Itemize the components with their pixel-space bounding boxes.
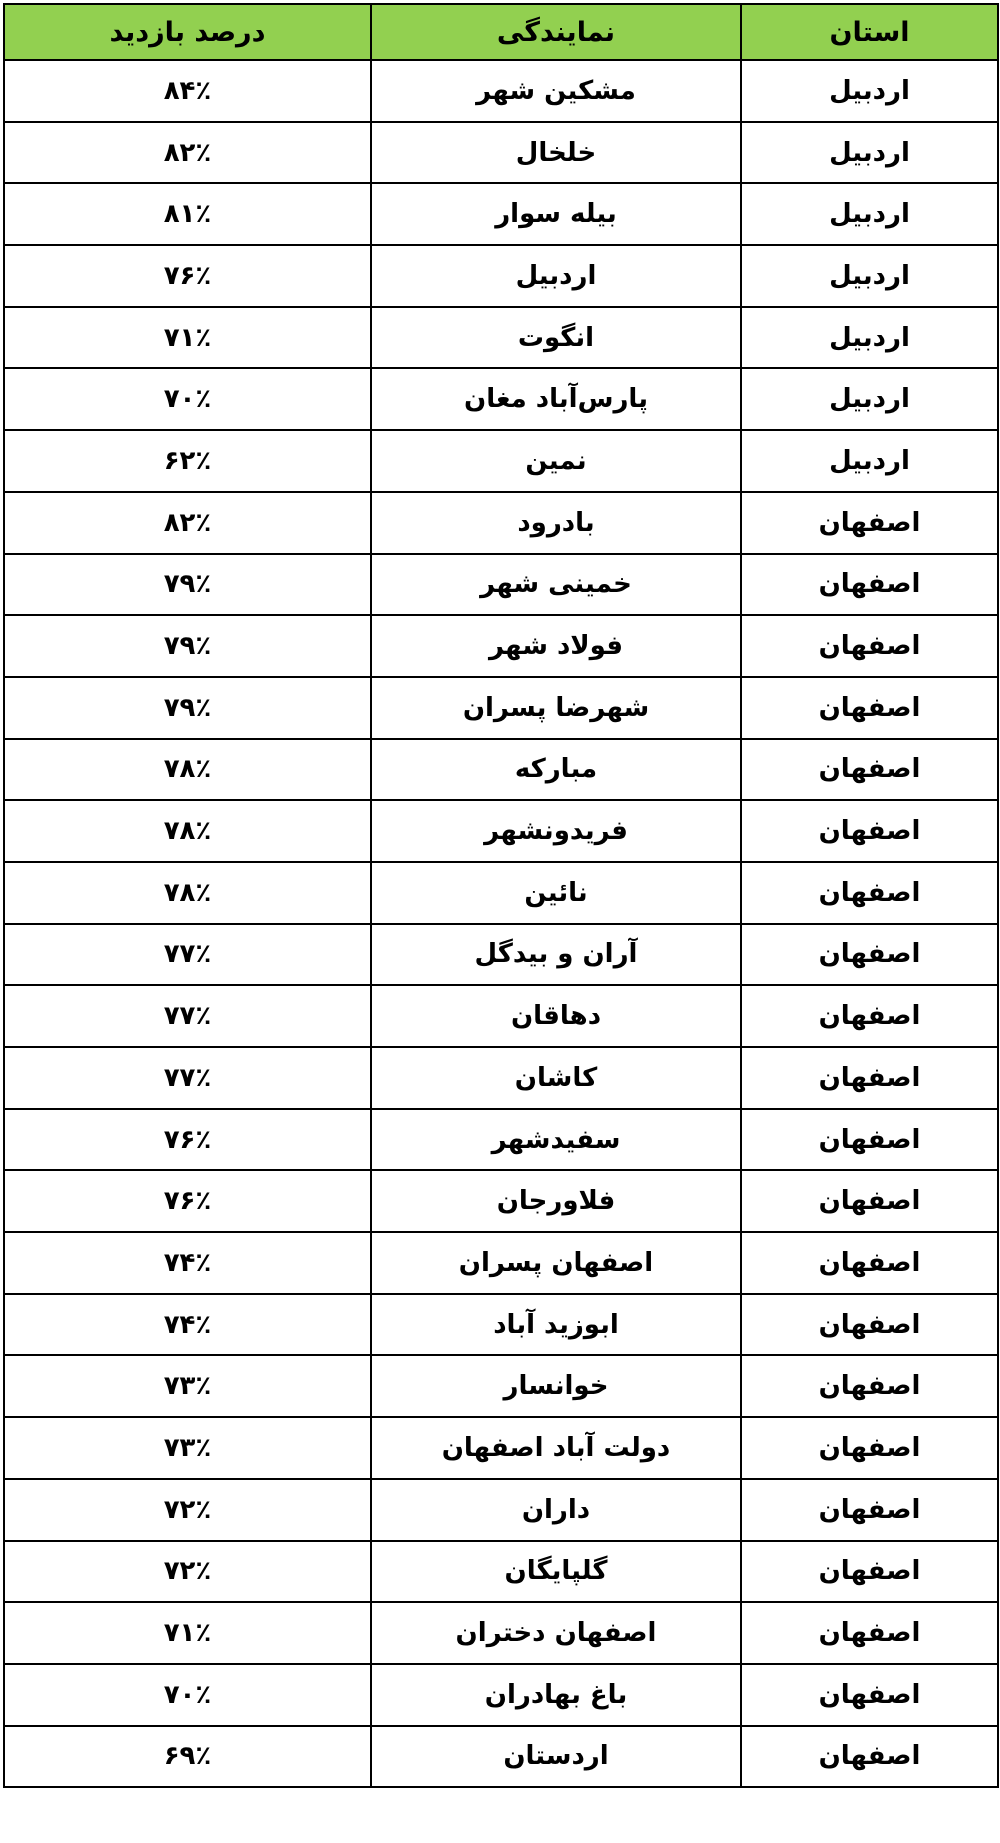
cell-visit-percent: ۷۴٪: [4, 1294, 371, 1356]
header-representation: نمایندگی: [371, 4, 741, 60]
table-row: [4, 739, 998, 801]
cell-representation: انگوت: [371, 307, 741, 369]
cell-visit-percent: ۷۸٪: [4, 862, 371, 924]
cell-representation: خوانسار: [371, 1355, 741, 1417]
cell-visit-percent: ۸۴٪: [4, 60, 371, 122]
table-row: [4, 1479, 998, 1541]
cell-representation: کاشان: [371, 1047, 741, 1109]
cell-representation: ابوزید آباد: [371, 1294, 741, 1356]
cell-representation: مبارکه: [371, 739, 741, 801]
cell-representation: سفیدشهر: [371, 1109, 741, 1171]
cell-visit-percent: ۷۹٪: [4, 615, 371, 677]
cell-visit-percent: ۶۹٪: [4, 1726, 371, 1788]
table-row: [4, 368, 998, 430]
cell-visit-percent: ۷۰٪: [4, 368, 371, 430]
table-row: [4, 677, 998, 739]
cell-visit-percent: ۷۴٪: [4, 1232, 371, 1294]
cell-representation: فریدونشهر: [371, 800, 741, 862]
cell-province: اردبیل: [741, 368, 998, 430]
cell-province: اصفهان: [741, 1047, 998, 1109]
cell-representation: بیله سوار: [371, 183, 741, 245]
cell-visit-percent: ۷۳٪: [4, 1355, 371, 1417]
cell-representation: دولت آباد اصفهان: [371, 1417, 741, 1479]
cell-province: اصفهان: [741, 1664, 998, 1726]
cell-province: اصفهان: [741, 1602, 998, 1664]
table-row: [4, 1664, 998, 1726]
table-body: [4, 60, 998, 1787]
cell-province: اصفهان: [741, 554, 998, 616]
cell-representation: دهاقان: [371, 985, 741, 1047]
cell-representation: گلپایگان: [371, 1541, 741, 1603]
cell-province: اصفهان: [741, 1109, 998, 1171]
table-row: [4, 1170, 998, 1232]
table-row: [4, 1726, 998, 1788]
cell-representation: اصفهان پسران: [371, 1232, 741, 1294]
cell-representation: داران: [371, 1479, 741, 1541]
cell-visit-percent: ۷۹٪: [4, 677, 371, 739]
table-row: [4, 800, 998, 862]
cell-visit-percent: ۷۷٪: [4, 924, 371, 986]
header-visit-percent: درصد بازدید: [4, 4, 371, 60]
cell-province: اردبیل: [741, 307, 998, 369]
cell-province: اصفهان: [741, 985, 998, 1047]
cell-representation: پارس‌آباد مغان: [371, 368, 741, 430]
cell-province: اردبیل: [741, 60, 998, 122]
cell-province: اصفهان: [741, 677, 998, 739]
cell-visit-percent: ۷۸٪: [4, 800, 371, 862]
cell-province: اردبیل: [741, 122, 998, 184]
cell-visit-percent: ۸۲٪: [4, 122, 371, 184]
cell-province: اصفهان: [741, 1355, 998, 1417]
table-row: [4, 122, 998, 184]
cell-representation: باغ بهادران: [371, 1664, 741, 1726]
cell-representation: خلخال: [371, 122, 741, 184]
table-row: [4, 554, 998, 616]
table-row: [4, 862, 998, 924]
cell-visit-percent: ۷۳٪: [4, 1417, 371, 1479]
cell-province: اصفهان: [741, 1479, 998, 1541]
table-row: [4, 245, 998, 307]
cell-visit-percent: ۷۲٪: [4, 1541, 371, 1603]
cell-province: اصفهان: [741, 924, 998, 986]
cell-visit-percent: ۷۲٪: [4, 1479, 371, 1541]
cell-visit-percent: ۷۸٪: [4, 739, 371, 801]
cell-representation: نائین: [371, 862, 741, 924]
cell-province: اصفهان: [741, 1232, 998, 1294]
visit-percentage-table: [3, 3, 999, 1788]
table-row: [4, 183, 998, 245]
cell-representation: بادرود: [371, 492, 741, 554]
cell-visit-percent: ۸۱٪: [4, 183, 371, 245]
cell-representation: فولاد شهر: [371, 615, 741, 677]
table-row: [4, 1047, 998, 1109]
table-row: [4, 1417, 998, 1479]
table-row: [4, 924, 998, 986]
cell-representation: اردبیل: [371, 245, 741, 307]
cell-visit-percent: ۶۲٪: [4, 430, 371, 492]
cell-visit-percent: ۸۲٪: [4, 492, 371, 554]
cell-province: اصفهان: [741, 1726, 998, 1788]
visit-table-container: [3, 3, 997, 1788]
cell-province: اردبیل: [741, 245, 998, 307]
cell-representation: اردستان: [371, 1726, 741, 1788]
cell-province: اصفهان: [741, 615, 998, 677]
cell-visit-percent: ۷۱٪: [4, 307, 371, 369]
table-row: [4, 1109, 998, 1171]
cell-province: اردبیل: [741, 183, 998, 245]
cell-representation: شهرضا پسران: [371, 677, 741, 739]
table-row: [4, 1602, 998, 1664]
table-row: [4, 1541, 998, 1603]
header-province: استان: [741, 4, 998, 60]
cell-province: اصفهان: [741, 862, 998, 924]
table-row: [4, 1232, 998, 1294]
cell-visit-percent: ۷۷٪: [4, 1047, 371, 1109]
cell-representation: فلاورجان: [371, 1170, 741, 1232]
table-row: [4, 430, 998, 492]
header-row: [4, 4, 998, 60]
table-row: [4, 307, 998, 369]
cell-visit-percent: ۷۱٪: [4, 1602, 371, 1664]
table-row: [4, 1355, 998, 1417]
cell-visit-percent: ۷۶٪: [4, 1109, 371, 1171]
table-header: [4, 4, 998, 60]
cell-visit-percent: ۷۶٪: [4, 1170, 371, 1232]
table-row: [4, 492, 998, 554]
table-row: [4, 60, 998, 122]
cell-province: اصفهان: [741, 1541, 998, 1603]
cell-province: اصفهان: [741, 1294, 998, 1356]
cell-visit-percent: ۷۷٪: [4, 985, 371, 1047]
cell-visit-percent: ۷۰٪: [4, 1664, 371, 1726]
cell-province: اصفهان: [741, 492, 998, 554]
table-row: [4, 1294, 998, 1356]
cell-province: اصفهان: [741, 800, 998, 862]
table-row: [4, 985, 998, 1047]
cell-representation: نمین: [371, 430, 741, 492]
cell-representation: مشکین شهر: [371, 60, 741, 122]
cell-representation: آران و بیدگل: [371, 924, 741, 986]
cell-province: اصفهان: [741, 739, 998, 801]
table-row: [4, 615, 998, 677]
cell-visit-percent: ۷۶٪: [4, 245, 371, 307]
cell-province: اصفهان: [741, 1417, 998, 1479]
cell-representation: خمینی شهر: [371, 554, 741, 616]
cell-visit-percent: ۷۹٪: [4, 554, 371, 616]
cell-province: اصفهان: [741, 1170, 998, 1232]
cell-province: اردبیل: [741, 430, 998, 492]
cell-representation: اصفهان دختران: [371, 1602, 741, 1664]
